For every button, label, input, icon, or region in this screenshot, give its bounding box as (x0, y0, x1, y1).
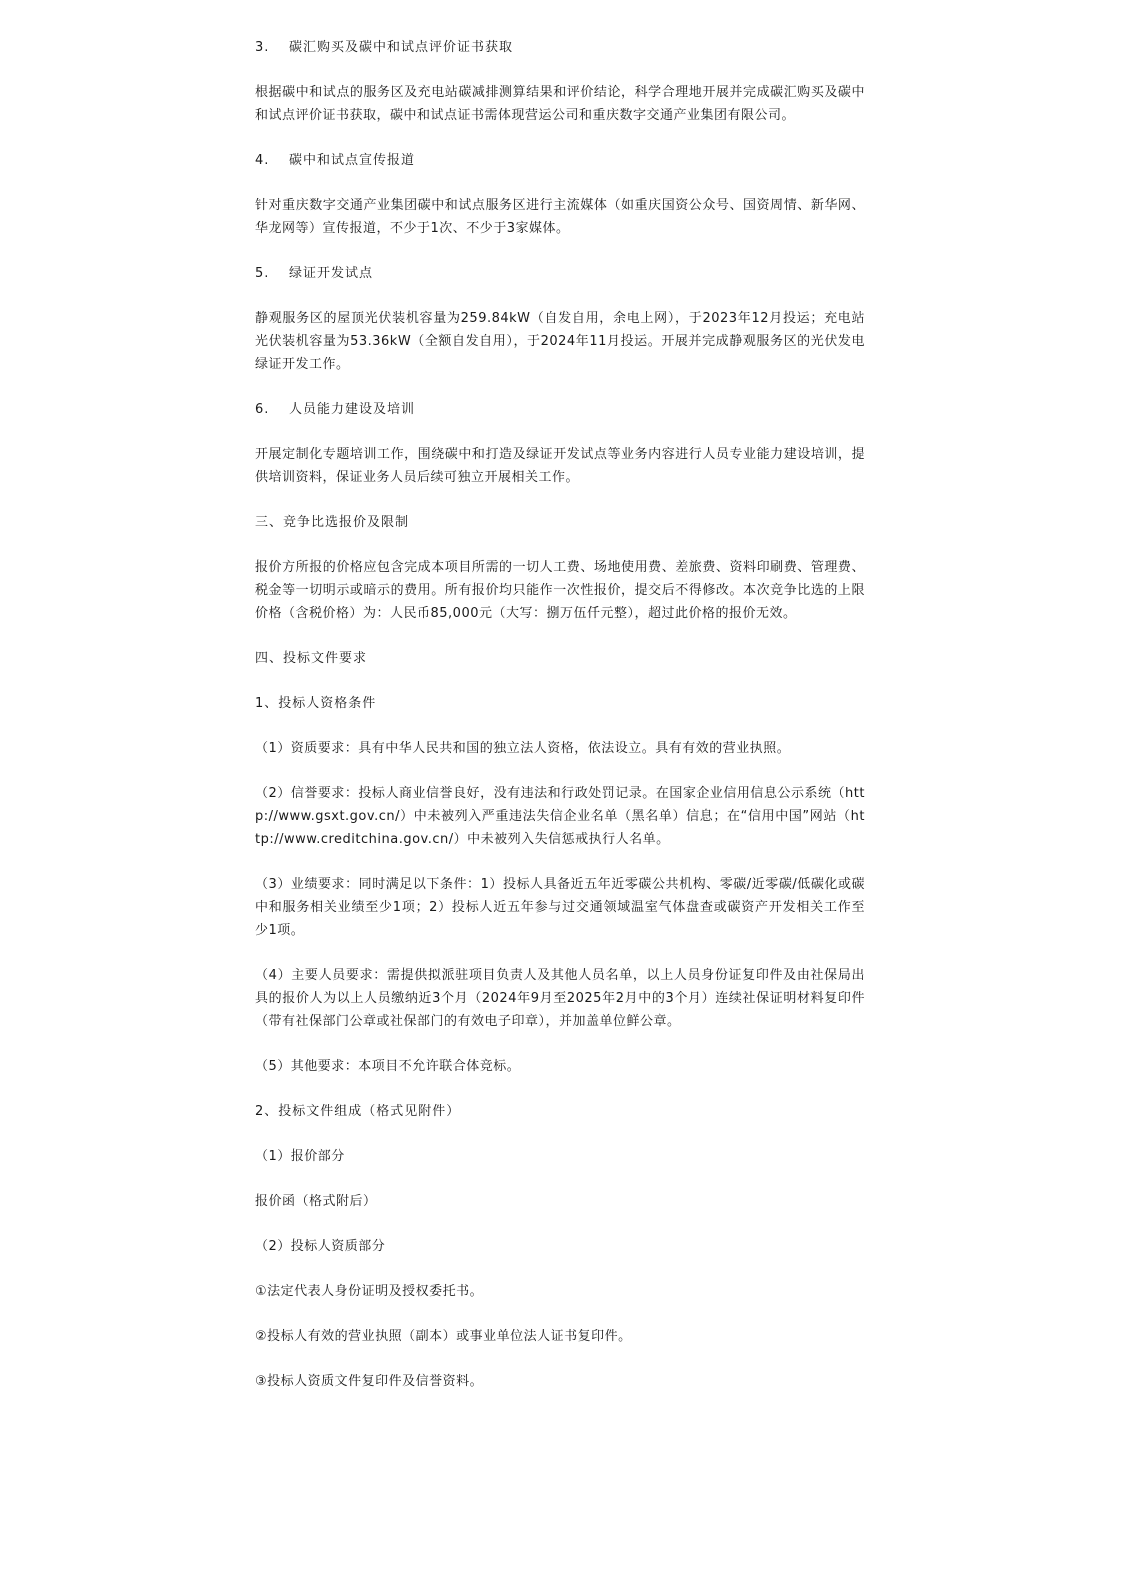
section-title: 碳中和试点宣传报道 (289, 153, 416, 168)
list-item-qualification-2: （2）信誉要求：投标人商业信誉良好，没有违法和行政处罚记录。在国家企业信用信息公示系统（http://www.gsxt.gov.cn/）中未被列入严重违法失信企业名单（黑名单）信息；在“信用中国”网站（http://www.creditchina.gov.cn/）中未被列入失信惩戒执行人名单。 (255, 786, 865, 847)
chapter-heading-3: 三、竞争比选报价及限制 (255, 515, 410, 530)
list-item-quote-letter: 报价函（格式附后） (255, 1194, 377, 1209)
list-item-qualification-1: （1）资质要求：具有中华人民共和国的独立法人资格，依法设立。具有有效的营业执照。 (255, 741, 791, 756)
list-item-legal-rep: ①法定代表人身份证明及授权委托书。 (255, 1284, 484, 1299)
paragraph-publicity: 针对重庆数字交通产业集团碳中和试点服务区进行主流媒体（如重庆国资公众号、国资周情、新华网、华龙网等）宣传报道，不少于1次、不少于3家媒体。 (255, 198, 865, 236)
paragraph-green-certificate: 静观服务区的屋顶光伏装机容量为259.84kW（自发自用，余电上网），于2023年12月投运；充电站光伏装机容量为53.36kW（全额自发自用），于2024年11月投运。开展并完成静观服务区的光伏发电绿证开发工作。 (255, 311, 865, 372)
subheading-bid-composition: 2、投标文件组成（格式见附件） (255, 1104, 461, 1119)
list-item-qualification-5: （5）其他要求：本项目不允许联合体竞标。 (255, 1059, 521, 1074)
section-heading-6 (255, 398, 865, 421)
section-number: 4. (255, 153, 270, 168)
chapter-heading-4: 四、投标文件要求 (255, 651, 368, 666)
paragraph-carbon-sink-purchase: 根据碳中和试点的服务区及充电站碳减排测算结果和评价结论，科学合理地开展并完成碳汇购买及碳中和试点评价证书获取，碳中和试点证书需体现营运公司和重庆数字交通产业集团有限公司。 (255, 85, 865, 123)
paragraph-price-limit: 报价方所报的价格应包含完成本项目所需的一切人工费、场地使用费、差旅费、资料印刷费、管理费、税金等一切明示或暗示的费用。所有报价均只能作一次性报价，提交后不得修改。本次竞争比选的上限价格（含税价格）为：人民币85,000元（大写：捌万伍仟元整），超过此价格的报价无效。 (255, 560, 865, 621)
section-number: 3. (255, 40, 270, 55)
section-title: 人员能力建设及培训 (289, 402, 416, 417)
document-body (255, 36, 865, 1393)
section-number: 6. (255, 402, 270, 417)
list-item-quote-part: （1）报价部分 (255, 1149, 345, 1164)
section-heading-3 (255, 36, 865, 59)
section-heading-5 (255, 262, 865, 285)
list-item-business-license: ②投标人有效的营业执照（副本）或事业单位法人证书复印件。 (255, 1329, 632, 1344)
section-number: 5. (255, 266, 270, 281)
list-item-qualification-part: （2）投标人资质部分 (255, 1239, 386, 1254)
section-heading-4 (255, 149, 865, 172)
section-title: 碳汇购买及碳中和试点评价证书获取 (289, 40, 514, 55)
paragraph-training: 开展定制化专题培训工作，围绕碳中和打造及绿证开发试点等业务内容进行人员专业能力建设培训，提供培训资料，保证业务人员后续可独立开展相关工作。 (255, 447, 865, 485)
list-item-credentials: ③投标人资质文件复印件及信誉资料。 (255, 1374, 484, 1389)
section-title: 绿证开发试点 (289, 266, 374, 281)
subheading-qualification: 1、投标人资格条件 (255, 696, 377, 711)
list-item-qualification-4: （4）主要人员要求：需提供拟派驻项目负责人及其他人员名单，以上人员身份证复印件及由社保局出具的报价人为以上人员缴纳近3个月（2024年9月至2025年2月中的3个月）连续社保证明材料复印件（带有社保部门公章或社保部门的有效电子印章），并加盖单位鲜公章。 (255, 968, 865, 1029)
list-item-qualification-3: （3）业绩要求：同时满足以下条件：1）投标人具备近五年近零碳公共机构、零碳/近零碳/低碳化或碳中和服务相关业绩至少1项；2）投标人近五年参与过交通领域温室气体盘查或碳资产开发相关工作至少1项。 (255, 877, 865, 938)
